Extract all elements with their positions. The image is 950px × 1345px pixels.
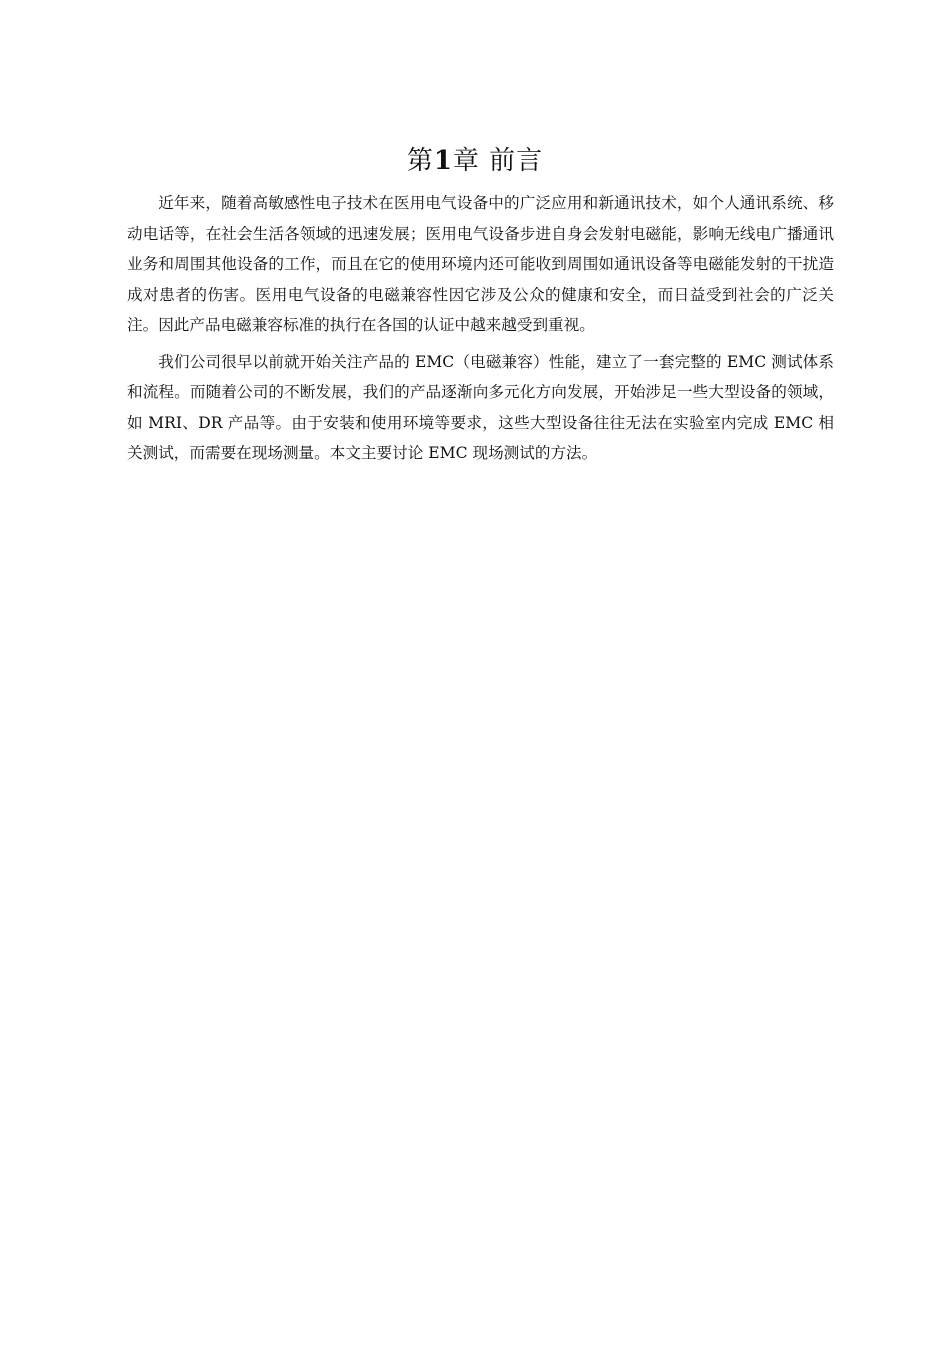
chapter-suffix: 章 前言 (452, 146, 544, 177)
chapter-prefix: 第 (406, 146, 434, 177)
paragraph-company-emc: 我们公司很早以前就开始关注产品的 EMC（电磁兼容）性能，建立了一套完整的 EMC 测试体系和流程。而随着公司的不断发展，我们的产品逐渐向多元化方向发展，开始涉足一些大型设备的领域，如 MRI、DR 产品等。由于安装和使用环境等要求，这些大型设备往往无法在实验室内完成 EMC 相关测试，而需要在现场测量。本文主要讨论 EMC 现场测试的方法。 (127, 352, 834, 462)
chapter-number: 1 (433, 146, 453, 177)
body-text (127, 188, 834, 475)
paragraph-intro: 近年来，随着高敏感性电子技术在医用电气设备中的广泛应用和新通讯技术，如个人通讯系统、移动电话等，在社会生活各领域的迅速发展；医用电气设备步进自身会发射电磁能，影响无线电广播通讯业务和周围其他设备的工作，而且在它的使用环境内还可能收到周围如通讯设备等电磁能发射的干扰造成对患者的伤害。医用电气设备的电磁兼容性因它涉及公众的健康和安全，而日益受到社会的广泛关注。因此产品电磁兼容标准的执行在各国的认证中越来越受到重视。 (127, 194, 834, 334)
chapter-title (0, 141, 950, 181)
